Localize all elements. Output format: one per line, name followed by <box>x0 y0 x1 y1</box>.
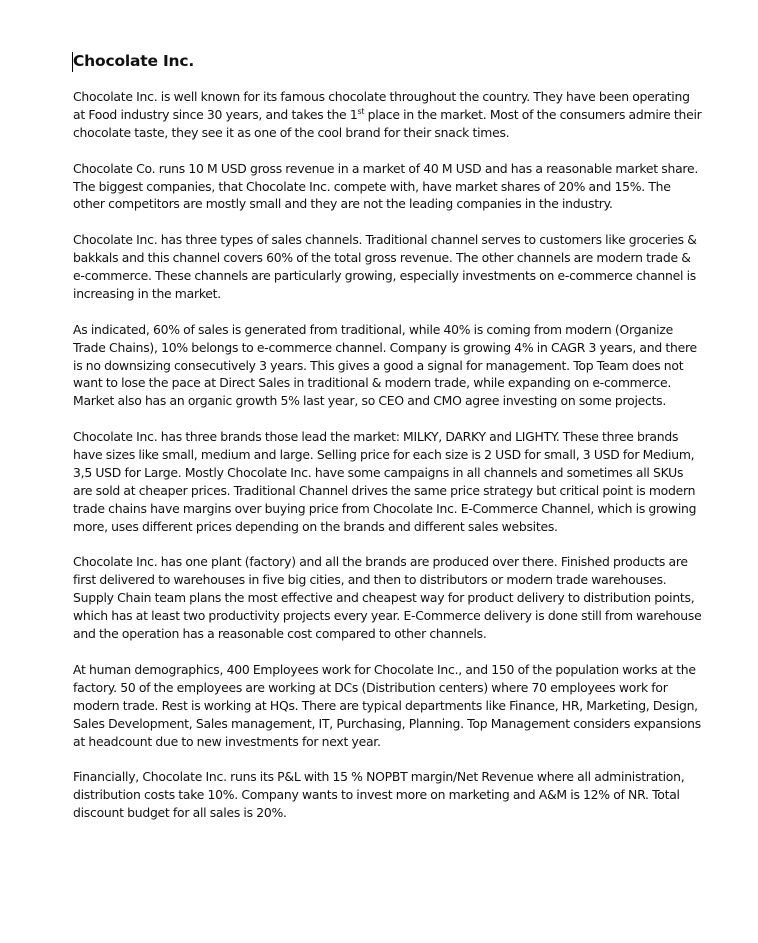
superscript-ordinal: st <box>357 106 365 116</box>
paragraph-market-share[interactable]: Chocolate Co. runs 10 M USD gross revenue in a market of 40 M USD and has a reasonable market share. The biggest companies, that Chocolate Inc. compete with, have market shares of 20% and 15%. The other competitors are mostly small and they are not the leading companies in the industry. <box>73 160 699 212</box>
text-cursor <box>72 52 73 72</box>
document-title[interactable]: Chocolate Inc. <box>73 52 195 70</box>
paragraph-text: Chocolate Inc. is well known for its famous chocolate throughout the country. They have been operating at Food industry since 30 years, and takes the 1 <box>73 89 690 122</box>
paragraph-sales-channels[interactable]: Chocolate Inc. has three types of sales channels. Traditional channel serves to customers like groceries & bakkals and this channel covers 60% of the total gross revenue. The other channels are modern trade & e-commerce. These channels are particularly growing, especially investments on e-commerce channel is increasing in the market. <box>73 232 697 301</box>
paragraph-growth[interactable]: As indicated, 60% of sales is generated from traditional, while 40% is coming from modern (Organize Trade Chains), 10% belongs to e-commerce channel. Company is growing 4% in CAGR 3 years, and there is no downsizing consecutively 3 years. This gives a good a signal for management. Top Team does not want to lose the pace at Direct Sales in traditional & modern trade, while expanding on e-commerce. Market also has an organic growth 5% last year, so CEO and CMO agree investing on some projects. <box>73 321 697 409</box>
paragraph-financials[interactable]: Financially, Chocolate Inc. runs its P&L with 15 % NOPBT margin/Net Revenue where all administration, distribution costs take 10%. Company wants to invest more on marketing and A&M is 12% of NR. Total discount budget for all sales is 20%. <box>73 769 685 821</box>
document-page <box>73 50 703 840</box>
paragraph-human-demographics[interactable]: At human demographics, 400 Employees work for Chocolate Inc., and 150 of the population works at the factory. 50 of the employees are working at DCs (Distribution centers) where 70 employees work for modern trade. Rest is working at HQs. There are typical departments like Finance, HR, Marketing, Design, Sales Development, Sales management, IT, Purchasing, Planning. Top Management considers expansions at headcount due to new investments for next year. <box>73 661 701 749</box>
paragraph-text: place in the market. Most of the consumers admire their chocolate taste, they see it as one of the cool brand for their snack times. <box>73 106 702 140</box>
paragraph-brands-pricing[interactable]: Chocolate Inc. has three brands those lead the market: MILKY, DARKY and LIGHTY. These three brands have sizes like small, medium and large. Selling price for each size is 2 USD for small, 3 USD for Medium, 3,5 USD for Large. Mostly Chocolate Inc. have some campaigns in all channels and sometimes all SKUs are sold at cheaper prices. Traditional Channel drives the same price strategy but critical point is modern trade chains have margins over buying price from Chocolate Inc. E-Commerce Channel, which is growing more, uses different prices depending on the brands and different sales websites. <box>73 429 697 534</box>
paragraph-company-intro[interactable] <box>73 88 703 142</box>
paragraph-supply-chain[interactable]: Chocolate Inc. has one plant (factory) and all the brands are produced over there. Finished products are first delivered to warehouses in five big cities, and then to distributors or modern trade warehouses. Supply Chain team plans the most effective and cheapest way for product delivery to distribution points, which has at least two productivity projects every year. E-Commerce delivery is done still from warehouse and the operation has a reasonable cost compared to other channels. <box>73 554 702 642</box>
title-block <box>73 50 703 74</box>
